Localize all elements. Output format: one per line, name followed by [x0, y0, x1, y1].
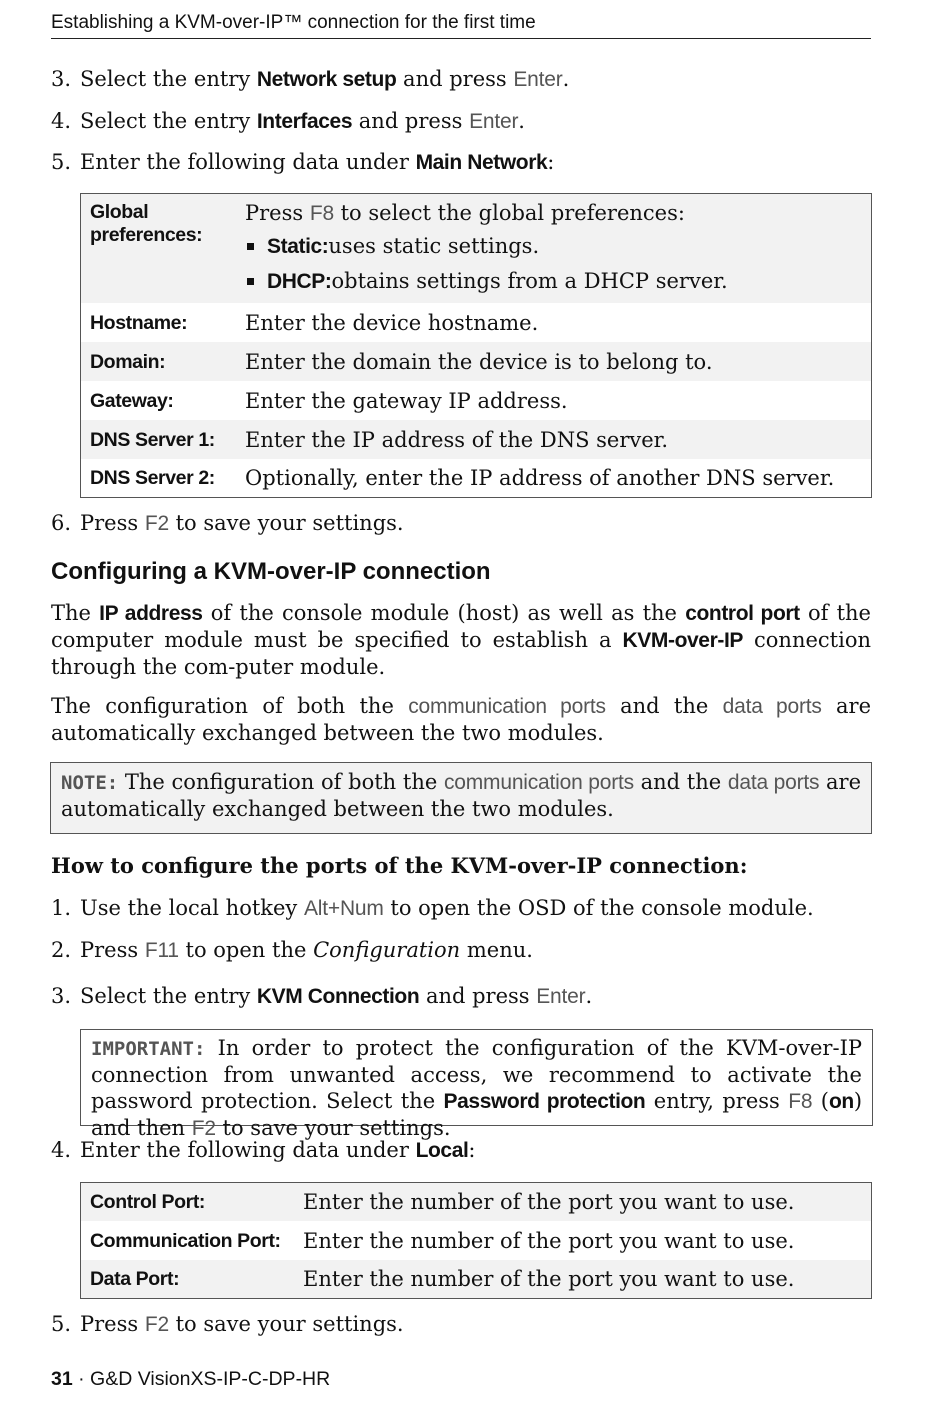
bullet-square-icon	[247, 278, 254, 285]
table-row-dns-server-2: DNS Server 2: Optionally, enter the IP address of another DNS server.	[90, 466, 835, 490]
local-table	[80, 1182, 872, 1299]
step-4-local: 4. Enter the following data under Local:	[51, 1138, 476, 1162]
product-name: G&D VisionXS-IP-C-DP-HR	[90, 1368, 331, 1390]
key-enter: Enter	[513, 68, 563, 91]
key-f8: F8	[309, 202, 334, 225]
key-f11: F11	[144, 939, 179, 962]
section-local: Local	[415, 1139, 469, 1162]
key-alt-num: Alt+Num	[303, 897, 384, 920]
important-label: IMPORTANT:	[91, 1038, 206, 1060]
table-label: Global preferences:	[90, 201, 203, 246]
bullet-square-icon	[247, 243, 254, 250]
page-footer: 31 · G&D VisionXS-IP-C-DP-HR	[51, 1368, 331, 1390]
step-6: 6. Press F2 to save your settings.	[51, 511, 404, 535]
table-row-gateway: Gateway: Enter the gateway IP address.	[90, 388, 568, 413]
main-network-table	[80, 193, 872, 498]
bullet-static: Static: uses static settings.	[245, 229, 871, 264]
key-f2: F2	[144, 512, 169, 535]
howto-step-1: 1. Use the local hotkey Alt+Num to open the OSD of the console module.	[51, 896, 814, 920]
note-label: NOTE:	[61, 772, 119, 794]
key-f2: F2	[144, 1313, 169, 1336]
running-header: Establishing a KVM-over-IP™ connection for the first time	[51, 12, 871, 39]
table-row-domain: Domain: Enter the domain the device is to belong to.	[81, 342, 871, 381]
step-3: 3. Select the entry Network setup and press Enter.	[51, 67, 570, 91]
key-enter: Enter	[536, 985, 586, 1008]
table-row-hostname: Hostname: Enter the device hostname.	[90, 310, 539, 335]
menu-entry-kvm-connection: KVM Connection	[256, 985, 420, 1008]
intro-paragraph: The IP address of the console module (host) as well as the control port of the computer module must be specified to establish a KVM-over-IP connection through the com-puter module.	[51, 601, 871, 679]
section-heading: Configuring a KVM-over-IP connection	[51, 558, 491, 585]
howto-heading: How to configure the ports of the KVM-over-IP connection:	[51, 853, 748, 878]
section-main-network: Main Network	[415, 151, 548, 174]
key-enter: Enter	[469, 110, 519, 133]
step-5-save: 5. Press F2 to save your settings.	[51, 1312, 404, 1336]
table-row-control-port: Control Port: Enter the number of the port you want to use.	[81, 1183, 871, 1221]
table-row-communication-port: Communication Port: Enter the number of the port you want to use.	[90, 1228, 795, 1253]
menu-entry-interfaces: Interfaces	[256, 110, 353, 133]
note-box: NOTE: The configuration of both the communication ports and the data ports are automatically exchanged between the two modules.	[50, 762, 872, 834]
table-row-dns-server-1: DNS Server 1: Enter the IP address of the DNS server.	[81, 420, 871, 459]
page-number: 31	[51, 1368, 73, 1390]
step-5: 5. Enter the following data under Main Network:	[51, 150, 555, 174]
step-4: 4. Select the entry Interfaces and press Enter.	[51, 109, 525, 133]
table-cell: Press F8 to select the global preferences: Static: uses static settings. DHCP: obtains settings from a DHCP server.	[245, 198, 871, 299]
bullet-dhcp: DHCP: obtains settings from a DHCP server.	[245, 264, 871, 299]
ports-paragraph: The configuration of both the communication ports and the data ports are automatically exchanged between the two modules.	[51, 694, 871, 745]
table-row-data-port: Data Port: Enter the number of the port you want to use.	[81, 1260, 871, 1298]
howto-step-2: 2. Press F11 to open the Configuration menu.	[51, 938, 533, 962]
menu-entry-network-setup: Network setup	[256, 68, 397, 91]
important-box: IMPORTANT: In order to protect the configuration of the KVM-over-IP connection from unwanted access, we recommend to activate the password protection. Select the Password protection entry, press F8 (on) and then F2 to save your settings.	[80, 1029, 873, 1126]
table-row-global-preferences	[81, 194, 871, 303]
howto-step-3: 3. Select the entry KVM Connection and press Enter.	[51, 984, 593, 1008]
